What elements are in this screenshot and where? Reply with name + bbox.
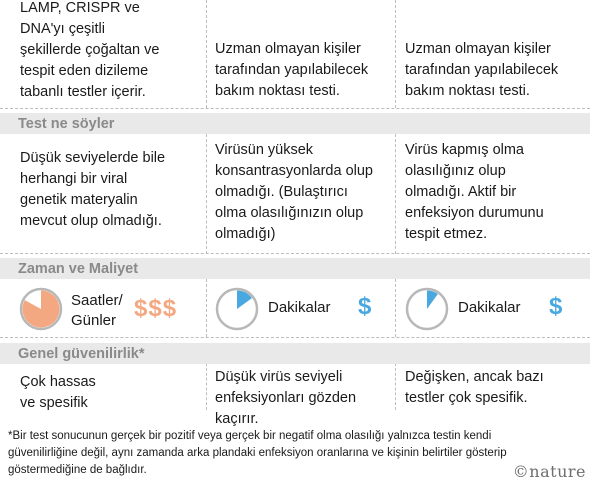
- text-line: tabanlı testler içerir.: [20, 84, 146, 100]
- section-title: Genel güvenilirlik*: [18, 346, 145, 362]
- text-line: olmadığı. Aktif bir: [405, 184, 517, 200]
- text-line: enfeksiyon durumunu: [405, 205, 544, 221]
- text-line: tespit etmez.: [405, 226, 488, 242]
- section-divider: [0, 337, 590, 338]
- clock-icon: [18, 286, 64, 332]
- text-line: Günler: [71, 312, 117, 329]
- cost-indicator: $: [549, 293, 563, 320]
- column-divider: [395, 0, 396, 108]
- text-line: DNA'yı çeşitli: [20, 21, 105, 37]
- cost-indicator: $$$: [134, 295, 178, 322]
- text-line: bakım noktası testi.: [215, 83, 340, 99]
- text-line: Uzman olmayan kişiler: [405, 41, 551, 57]
- text-line: Virüsün yüksek: [215, 142, 314, 158]
- text-line: tarafından yapılabilecek: [215, 62, 369, 78]
- description-col3: [405, 39, 590, 102]
- reliability-col2: [215, 367, 393, 430]
- text-line: enfeksiyonları gözden: [215, 390, 357, 406]
- clock-icon: [214, 286, 260, 332]
- text-line: konsantrasyonlarda olup: [215, 163, 373, 179]
- text-line: bakım noktası testi.: [405, 83, 530, 99]
- time-label-col2: Dakikalar: [268, 299, 331, 316]
- text-line: olmadığı): [215, 226, 276, 242]
- text-line: olmadığı. (Bulaştırıcı: [215, 184, 348, 200]
- text-line: ve spesifik: [20, 395, 88, 411]
- text-line: Düşük seviyelerde bile: [20, 150, 166, 166]
- text-line: şekillerde çoğaltan ve: [20, 42, 160, 58]
- footnote-line: *Bir test sonucunun gerçek bir pozitif veya gerçek bir negatif olma olasılığı yalnızca testin kendi: [8, 430, 492, 442]
- text-line: olasılığınız olup: [405, 163, 506, 179]
- column-divider: [206, 279, 207, 337]
- footnote: [8, 428, 588, 479]
- text-line: Düşük virüs seviyeli: [215, 369, 343, 385]
- text-line: Saatler/: [71, 292, 123, 309]
- text-line: herhangi bir viral: [20, 171, 128, 187]
- text-line: tespit eden dizileme: [20, 63, 149, 79]
- text-line: olma olasılığınızın olup: [215, 205, 364, 221]
- description-col2: [215, 39, 393, 102]
- section-title: Zaman ve Maliyet: [18, 261, 139, 277]
- text-line: Uzman olmayan kişiler: [215, 41, 361, 57]
- section-header-test-says: [0, 113, 590, 134]
- time-label-col1: [71, 291, 123, 331]
- reliability-col3: [405, 367, 590, 409]
- column-divider: [206, 134, 207, 254]
- text-line: Virüs kapmış olma: [405, 142, 524, 158]
- description-col1: [20, 0, 202, 103]
- column-divider: [395, 134, 396, 254]
- nature-brand-logo: ©nature: [512, 462, 586, 481]
- footnote-line: güvenilirliğine değil, aynı zamanda arka plandaki enfeksiyon oranlarına ve kişinin belirtiler gösterip: [8, 447, 507, 459]
- text-line: Çok hassas: [20, 374, 96, 390]
- column-divider: [206, 363, 207, 410]
- test-says-col3: [405, 140, 590, 245]
- column-divider: [395, 279, 396, 337]
- text-line: genetik materyalin: [20, 192, 138, 208]
- section-header-time-cost: [0, 258, 590, 279]
- test-says-col2: [215, 140, 393, 245]
- cost-indicator: $: [358, 293, 372, 320]
- section-title: Test ne söyler: [18, 116, 115, 132]
- reliability-col1: [20, 372, 202, 414]
- section-divider: [0, 253, 590, 254]
- text-line: tarafından yapılabilecek: [405, 62, 559, 78]
- footnote-line: göstermediğine de bağlıdır.: [8, 464, 147, 476]
- time-label-col3: Dakikalar: [458, 299, 521, 316]
- text-line: LAMP, CRISPR ve: [20, 0, 140, 16]
- text-line: testler çok spesifik.: [405, 390, 528, 406]
- column-divider: [206, 0, 207, 108]
- text-line: Değişken, ancak bazı: [405, 369, 544, 385]
- test-says-col1: [20, 148, 202, 232]
- section-divider: [0, 108, 590, 109]
- clock-icon: [404, 286, 450, 332]
- column-divider: [395, 363, 396, 410]
- text-line: kaçırır.: [215, 411, 259, 427]
- section-header-reliability: [0, 343, 590, 364]
- text-line: mevcut olup olmadığı.: [20, 213, 162, 229]
